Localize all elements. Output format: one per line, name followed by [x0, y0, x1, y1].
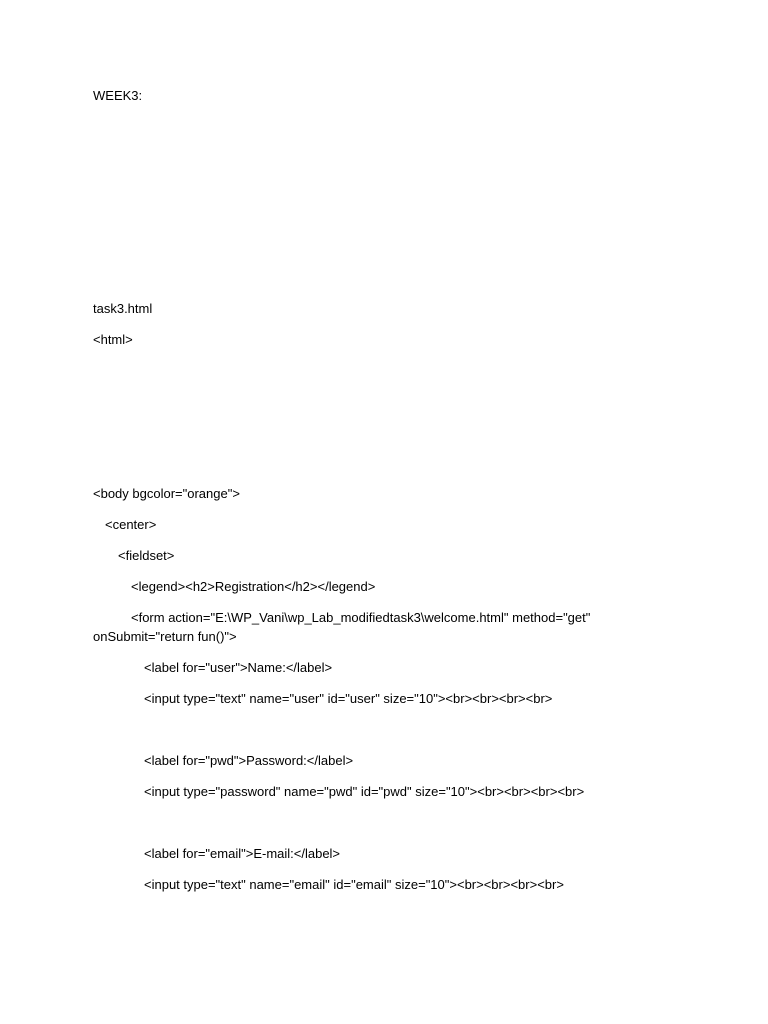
week-heading: WEEK3:: [93, 88, 143, 103]
code-line: <label for="email">E-mail:</label>: [144, 846, 341, 861]
code-line: <body bgcolor="orange">: [93, 486, 240, 501]
code-line: <input type="text" name="email" id="email" size="10"><br><br><br><br>: [144, 877, 564, 892]
code-line: <label for="user">Name:</label>: [144, 660, 333, 675]
code-line: <center>: [105, 517, 157, 532]
code-line: onSubmit="return fun()">: [93, 629, 237, 644]
code-line: <input type="text" name="user" id="user" size="10"><br><br><br><br>: [144, 691, 553, 706]
code-line: <label for="pwd">Password:</label>: [144, 753, 354, 768]
file-name: task3.html: [93, 301, 153, 316]
code-line: <input type="password" name="pwd" id="pwd" size="10"><br><br><br><br>: [144, 784, 585, 799]
code-line: <fieldset>: [118, 548, 175, 563]
code-line: <form action="E:\WP_Vani\wp_Lab_modifiedtask3\welcome.html" method="get": [131, 610, 591, 625]
code-line: <html>: [93, 332, 133, 347]
code-line: <legend><h2>Registration</h2></legend>: [131, 579, 376, 594]
